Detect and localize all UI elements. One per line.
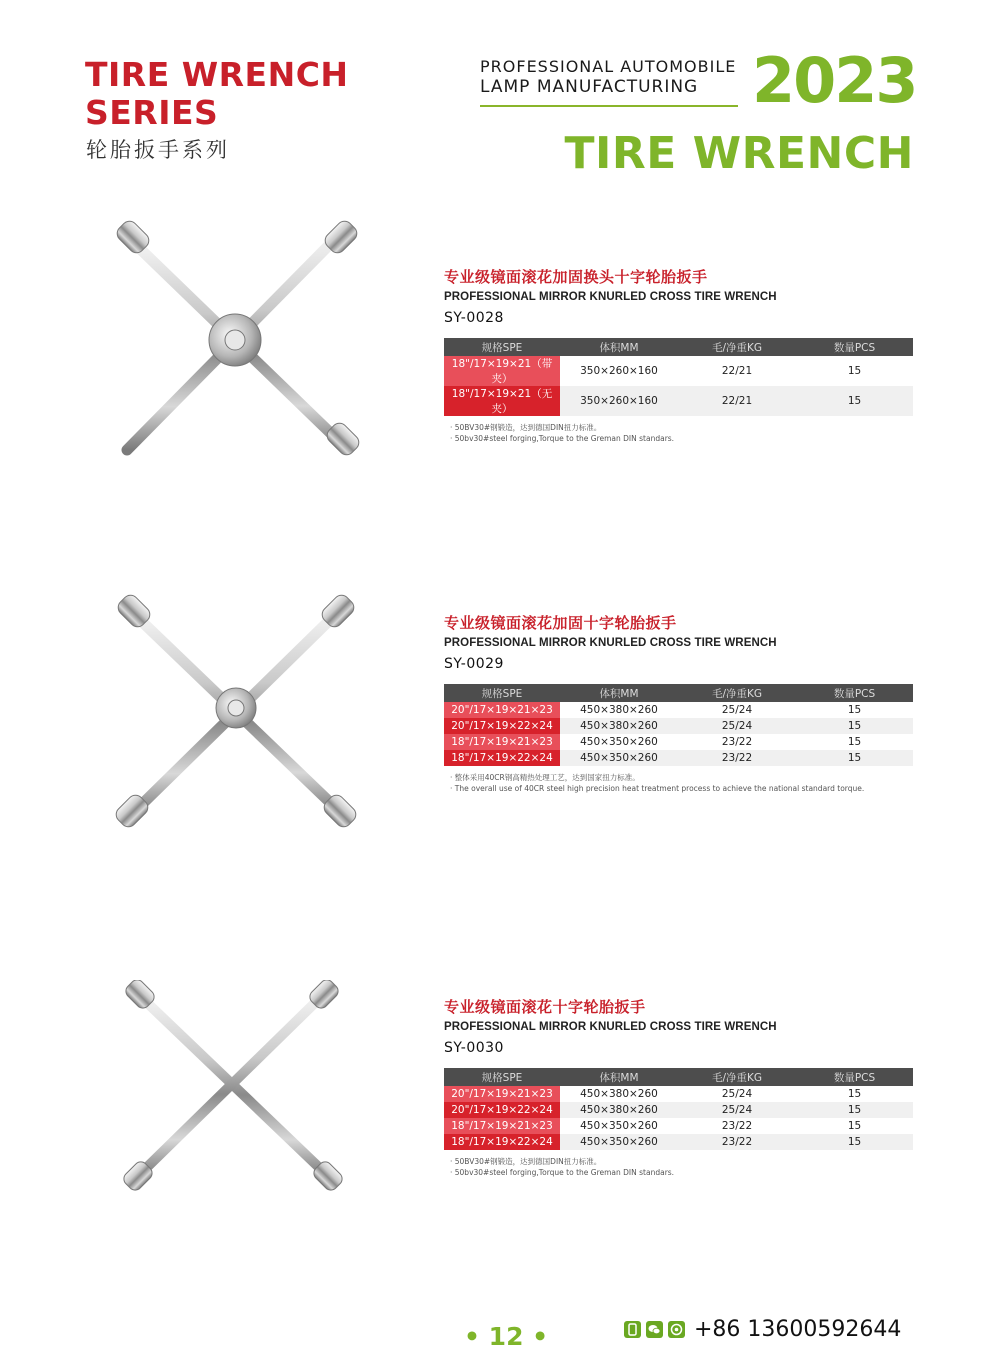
cell-quantity: 15 <box>796 386 913 416</box>
cell-weight: 23/22 <box>678 750 796 766</box>
cell-quantity: 15 <box>796 1102 913 1118</box>
product-title-cn: 专业级镜面滚花十字轮胎扳手 <box>444 998 646 1016</box>
product-notes <box>450 772 914 794</box>
cell-spec: 18"/17×19×22×24 <box>444 1134 560 1150</box>
product-notes <box>450 422 914 444</box>
table-row <box>444 718 913 734</box>
col-quantity: 数量PCS <box>796 684 913 702</box>
cell-quantity: 15 <box>847 704 862 716</box>
whatsapp-icon <box>668 1321 685 1338</box>
cell-volume: 450×380×260 <box>560 1102 678 1118</box>
spec-table-header <box>444 684 913 702</box>
cell-spec: 18"/17×19×21（带夹） <box>444 356 560 386</box>
cell-weight: 25/24 <box>721 704 753 716</box>
product-title-cn: 专业级镜面滚花加固十字轮胎扳手 <box>444 614 677 632</box>
cell-spec: 20"/17×19×22×24 <box>444 1102 560 1118</box>
cell-weight: 23/22 <box>721 1120 753 1132</box>
cross-wrench-image <box>118 980 350 1192</box>
series-title-cn: 轮胎扳手系列 <box>86 138 230 162</box>
product-title-cn: 专业级镜面滚花加固换头十字轮胎扳手 <box>444 268 708 286</box>
series-title-line-2: SERIES <box>85 93 219 132</box>
col-spec: 规格SPE <box>444 1068 560 1086</box>
brand-line-2: LAMP MANUFACTURING <box>480 77 699 97</box>
spec-table <box>444 1068 913 1150</box>
col-quantity: 数量PCS <box>796 338 913 356</box>
table-row <box>444 356 913 386</box>
phone-icon <box>624 1321 641 1338</box>
table-row <box>444 1118 913 1134</box>
col-weight: 毛/净重KG <box>678 1068 796 1086</box>
spec-table <box>444 684 913 766</box>
cell-volume: 450×380×260 <box>560 718 678 734</box>
table-row <box>444 1102 913 1118</box>
cross-wrench-image <box>105 212 375 472</box>
col-volume: 体积MM <box>560 684 678 702</box>
note-en: · 50bv30#steel forging,Torque to the Greman DIN standars. <box>450 434 675 443</box>
series-title-line-1: TIRE WRENCH <box>85 55 349 94</box>
cell-weight: 22/21 <box>678 386 796 416</box>
cell-volume: 450×350×260 <box>560 1134 678 1150</box>
page-title: TIRE WRENCH <box>564 128 914 179</box>
cell-spec: 20"/17×19×21×23 <box>444 702 560 718</box>
cell-quantity: 15 <box>847 1088 862 1100</box>
note-cn: · 50BV30#钢锻造，达到德国DIN扭力标准。 <box>450 423 602 432</box>
catalog-year: 2023 <box>752 44 917 117</box>
cross-wrench-image <box>108 592 364 836</box>
spec-table <box>444 338 913 416</box>
col-spec: 规格SPE <box>444 338 560 356</box>
cell-spec: 18"/17×19×21（无夹） <box>444 386 560 416</box>
product-title-en: PROFESSIONAL MIRROR KNURLED CROSS TIRE WRENCH <box>444 1021 777 1033</box>
cell-quantity: 15 <box>847 1120 862 1132</box>
table-row <box>444 750 913 766</box>
cell-volume: 450×380×260 <box>580 704 658 716</box>
product-model: SY-0030 <box>444 1040 504 1056</box>
product-title-en: PROFESSIONAL MIRROR KNURLED CROSS TIRE WRENCH <box>444 637 777 649</box>
cell-quantity: 15 <box>796 718 913 734</box>
cell-quantity: 15 <box>847 365 862 377</box>
cell-weight: 22/21 <box>721 365 753 377</box>
cell-quantity: 15 <box>796 750 913 766</box>
col-spec: 规格SPE <box>444 684 560 702</box>
wechat-icon <box>646 1321 663 1338</box>
cell-weight: 23/22 <box>721 736 753 748</box>
phone-number[interactable]: +86 13600592644 <box>694 1317 902 1342</box>
series-title <box>85 56 349 132</box>
spec-table-header <box>444 1068 913 1086</box>
cell-quantity: 15 <box>847 736 862 748</box>
note-cn: · 整体采用40CR钢高精热处理工艺，达到国家扭力标准。 <box>450 773 640 782</box>
cell-spec: 18"/17×19×22×24 <box>444 750 560 766</box>
cell-volume: 350×260×160 <box>560 386 678 416</box>
note-en: · The overall use of 40CR steel high precision heat treatment process to achieve the national standard torque. <box>450 784 865 793</box>
cell-volume: 450×350×260 <box>560 750 678 766</box>
note-en: · 50bv30#steel forging,Torque to the Greman DIN standars. <box>450 1168 675 1177</box>
col-volume: 体积MM <box>560 338 678 356</box>
table-row <box>444 1134 913 1150</box>
product-model: SY-0029 <box>444 656 504 672</box>
col-volume: 体积MM <box>560 1068 678 1086</box>
spec-table-header <box>444 338 913 356</box>
cell-volume: 450×350×260 <box>580 1120 658 1132</box>
col-weight: 毛/净重KG <box>678 684 796 702</box>
cell-spec: 18"/17×19×21×23 <box>444 1118 560 1134</box>
table-row <box>444 702 913 718</box>
cell-spec: 20"/17×19×21×23 <box>444 1086 560 1102</box>
col-weight: 毛/净重KG <box>678 338 796 356</box>
table-row <box>444 734 913 750</box>
product-title-en: PROFESSIONAL MIRROR KNURLED CROSS TIRE WRENCH <box>444 291 777 303</box>
cell-spec: 20"/17×19×22×24 <box>444 718 560 734</box>
cell-weight: 23/22 <box>678 1134 796 1150</box>
product-model: SY-0028 <box>444 310 504 326</box>
cell-quantity: 15 <box>796 1134 913 1150</box>
cell-weight: 25/24 <box>721 1088 753 1100</box>
brand-line-1: PROFESSIONAL AUTOMOBILE <box>480 57 737 76</box>
contact-info <box>624 1317 901 1342</box>
col-quantity: 数量PCS <box>796 1068 913 1086</box>
table-row <box>444 1086 913 1102</box>
note-cn: · 50BV30#钢锻造，达到德国DIN扭力标准。 <box>450 1157 602 1166</box>
cell-volume: 450×350×260 <box>580 736 658 748</box>
cell-weight: 25/24 <box>678 1102 796 1118</box>
cell-volume: 350×260×160 <box>580 365 658 377</box>
brand-divider <box>480 105 738 107</box>
product-notes <box>450 1156 914 1178</box>
cell-spec: 18"/17×19×21×23 <box>444 734 560 750</box>
page-number: • 12 • <box>464 1322 549 1351</box>
table-row <box>444 386 913 416</box>
cell-weight: 25/24 <box>678 718 796 734</box>
cell-volume: 450×380×260 <box>580 1088 658 1100</box>
